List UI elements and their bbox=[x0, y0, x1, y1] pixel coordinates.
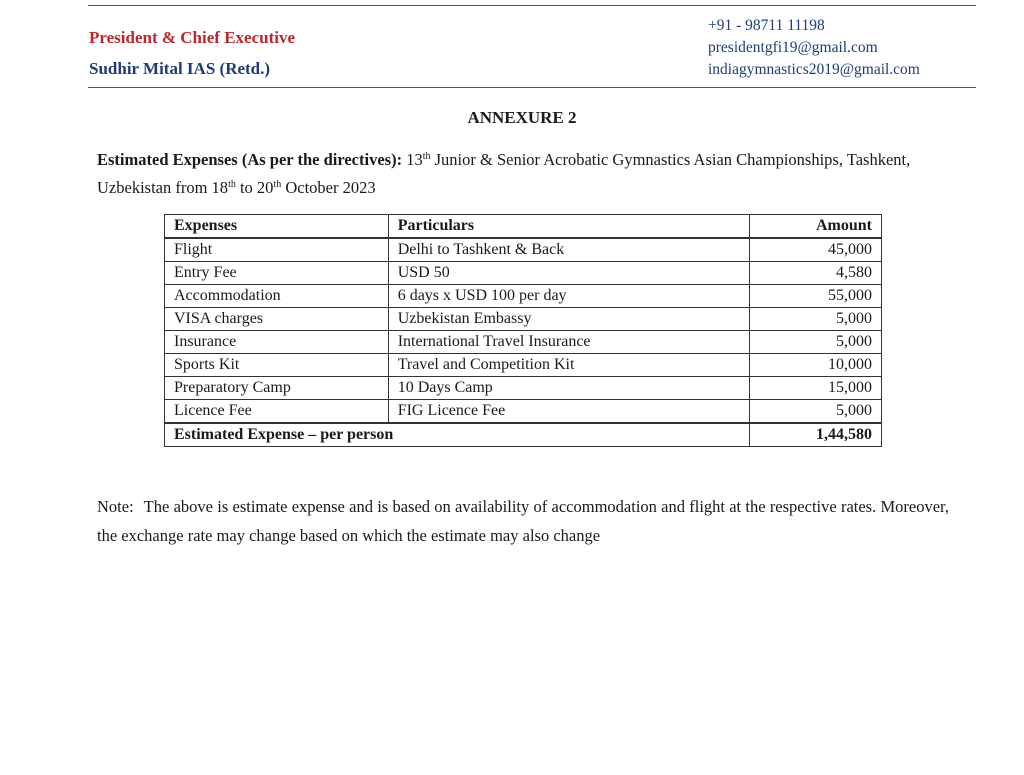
cell-expense: VISA charges bbox=[165, 308, 389, 331]
table-row bbox=[165, 308, 882, 331]
table-total-row bbox=[165, 423, 882, 447]
cell-particulars: 6 days x USD 100 per day bbox=[388, 285, 749, 308]
note-label: Note: bbox=[97, 497, 134, 516]
cell-particulars: USD 50 bbox=[388, 262, 749, 285]
top-rule bbox=[88, 5, 976, 6]
header-amount: Amount bbox=[750, 215, 882, 239]
intro-num1: 13 bbox=[406, 150, 423, 169]
intro-bold: Estimated Expenses (As per the directives): bbox=[97, 150, 403, 169]
header-divider bbox=[88, 87, 976, 88]
intro-sup1: th bbox=[422, 151, 431, 162]
cell-particulars: 10 Days Camp bbox=[388, 377, 749, 400]
cell-amount: 4,580 bbox=[750, 262, 882, 285]
cell-amount: 15,000 bbox=[750, 377, 882, 400]
table-header-row bbox=[165, 215, 882, 239]
header-name: Sudhir Mital IAS (Retd.) bbox=[89, 59, 271, 78]
cell-particulars: Uzbekistan Embassy bbox=[388, 308, 749, 331]
letterhead-left bbox=[89, 22, 295, 84]
header-expenses: Expenses bbox=[165, 215, 389, 239]
intro-sup2: th bbox=[228, 179, 236, 190]
note-paragraph bbox=[97, 492, 949, 550]
cell-particulars: International Travel Insurance bbox=[388, 331, 749, 354]
cell-expense: Flight bbox=[165, 238, 389, 262]
cell-expense: Entry Fee bbox=[165, 262, 389, 285]
header-title: President & Chief Executive bbox=[89, 28, 296, 47]
cell-amount: 5,000 bbox=[750, 331, 882, 354]
cell-particulars: FIG Licence Fee bbox=[388, 400, 749, 424]
cell-expense: Preparatory Camp bbox=[165, 377, 389, 400]
cell-amount: 45,000 bbox=[750, 238, 882, 262]
table-row bbox=[165, 238, 882, 262]
total-label: Estimated Expense – per person bbox=[165, 423, 750, 447]
cell-expense: Accommodation bbox=[165, 285, 389, 308]
cell-amount: 55,000 bbox=[750, 285, 882, 308]
note-text: The above is estimate expense and is based on availability of accommodation and flight at the respective rates. Moreover, the exchange rate may change based on which the estimate may also change bbox=[97, 497, 949, 545]
annexure-heading: ANNEXURE 2 bbox=[467, 108, 577, 127]
header-email-2: indiagymnastics2019@gmail.com bbox=[708, 61, 920, 78]
cell-particulars: Travel and Competition Kit bbox=[388, 354, 749, 377]
header-email-1: presidentgfi19@gmail.com bbox=[708, 39, 878, 56]
cell-expense: Sports Kit bbox=[165, 354, 389, 377]
intro-sup3: th bbox=[273, 179, 282, 190]
table-row bbox=[165, 354, 882, 377]
cell-expense: Insurance bbox=[165, 331, 389, 354]
expenses-table bbox=[164, 214, 882, 447]
table-row bbox=[165, 331, 882, 354]
header-particulars: Particulars bbox=[388, 215, 749, 239]
cell-amount: 5,000 bbox=[750, 400, 882, 424]
table-row bbox=[165, 377, 882, 400]
table-row bbox=[165, 285, 882, 308]
cell-expense: Licence Fee bbox=[165, 400, 389, 424]
intro-text1: Junior & Senior Acrobatic Gymnastics Asian Championships, Tashkent, Uzbekistan from 18 bbox=[97, 150, 911, 197]
header-phone: +91 - 98711 11198 bbox=[708, 17, 825, 34]
intro-text3: October 2023 bbox=[281, 178, 376, 197]
letterhead-contact bbox=[708, 15, 920, 81]
cell-amount: 5,000 bbox=[750, 308, 882, 331]
total-amount: 1,44,580 bbox=[750, 423, 882, 447]
cell-amount: 10,000 bbox=[750, 354, 882, 377]
table-row bbox=[165, 400, 882, 424]
cell-particulars: Delhi to Tashkent & Back bbox=[388, 238, 749, 262]
intro-paragraph bbox=[97, 146, 937, 202]
table-row bbox=[165, 262, 882, 285]
intro-text2: to 20 bbox=[235, 178, 274, 197]
